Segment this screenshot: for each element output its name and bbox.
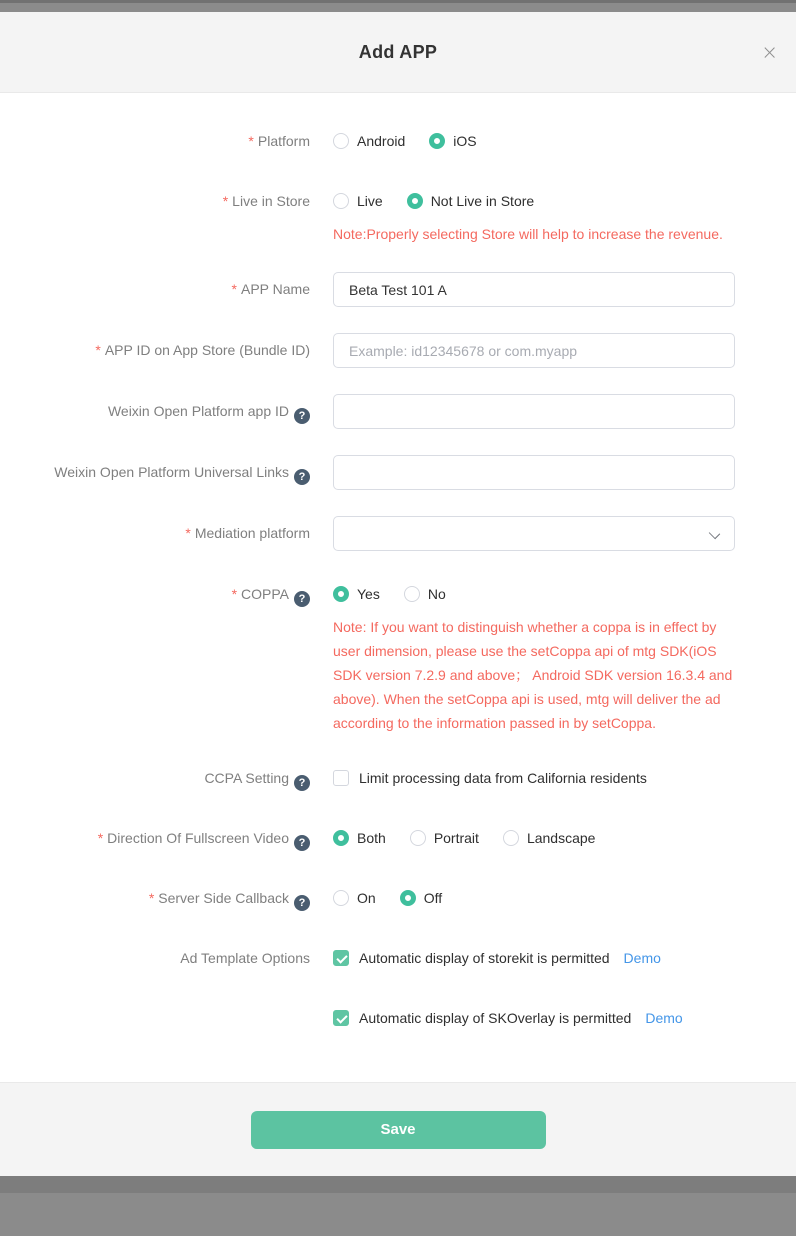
- ccpa-checkbox-item[interactable]: Limit processing data from California residents: [333, 770, 647, 786]
- platform-option-android[interactable]: Android: [333, 133, 405, 149]
- live-in-store-label: * Live in Store: [222, 193, 310, 209]
- help-icon[interactable]: ?: [294, 835, 310, 851]
- add-app-form: [0, 93, 796, 1082]
- skoverlay-checkbox-item[interactable]: Automatic display of SKOverlay is permitted: [333, 1010, 631, 1026]
- direction-label: * Direction Of Fullscreen Video ?: [0, 821, 310, 855]
- weixin-universal-links-label: Weixin Open Platform Universal Links ?: [0, 455, 310, 489]
- storekit-demo-link[interactable]: Demo: [623, 950, 661, 966]
- radio-checked-icon[interactable]: [333, 830, 349, 846]
- weixin-universal-links-row: [0, 455, 796, 490]
- live-in-store-note: Note:Properly selecting Store will help to increase the revenue.: [333, 226, 723, 242]
- required-mark: *: [222, 193, 229, 209]
- required-mark: *: [231, 281, 237, 297]
- weixin-app-id-row: [0, 394, 796, 429]
- skoverlay-demo-link[interactable]: Demo: [645, 1010, 683, 1026]
- required-mark: *: [185, 525, 191, 541]
- checkbox-icon[interactable]: [333, 770, 349, 786]
- app-id-label: * APP ID on App Store (Bundle ID): [95, 342, 310, 358]
- help-icon[interactable]: ?: [294, 591, 310, 607]
- checkbox-checked-icon[interactable]: [333, 950, 349, 966]
- chevron-down-icon: [709, 528, 720, 539]
- radio-icon[interactable]: [404, 586, 420, 602]
- page-background-bottom: [0, 1176, 796, 1193]
- radio-icon[interactable]: [503, 830, 519, 846]
- app-name-input[interactable]: [333, 272, 735, 307]
- modal-header: [0, 12, 796, 93]
- weixin-app-id-input[interactable]: [333, 394, 735, 429]
- weixin-universal-links-input[interactable]: [333, 455, 735, 490]
- coppa-option-yes[interactable]: Yes: [333, 586, 380, 602]
- direction-row: [0, 821, 796, 855]
- checkbox-checked-icon[interactable]: [333, 1010, 349, 1026]
- coppa-option-no[interactable]: No: [404, 586, 446, 602]
- help-icon[interactable]: ?: [294, 469, 310, 485]
- radio-checked-icon[interactable]: [407, 193, 423, 209]
- direction-option-both[interactable]: Both: [333, 830, 386, 846]
- ccpa-setting-label: CCPA Setting ?: [0, 761, 310, 795]
- ad-template-options-label: Ad Template Options: [180, 950, 310, 966]
- live-in-store-row: [0, 184, 796, 246]
- close-icon[interactable]: ×: [761, 40, 778, 64]
- radio-checked-icon[interactable]: [429, 133, 445, 149]
- help-icon[interactable]: ?: [294, 895, 310, 911]
- required-mark: *: [231, 586, 238, 602]
- radio-checked-icon[interactable]: [400, 890, 416, 906]
- save-button[interactable]: Save: [251, 1111, 546, 1149]
- app-name-label: * APP Name: [231, 281, 310, 297]
- coppa-row: [0, 577, 796, 735]
- radio-icon[interactable]: [333, 193, 349, 209]
- platform-row: [0, 124, 796, 158]
- page-title: Add APP: [358, 41, 438, 62]
- required-mark: *: [148, 890, 155, 906]
- add-app-modal: [0, 12, 796, 1176]
- ad-template-options-row: [0, 941, 796, 975]
- required-mark: *: [97, 830, 104, 846]
- required-mark: *: [248, 133, 254, 149]
- server-side-callback-row: [0, 881, 796, 915]
- direction-option-portrait[interactable]: Portrait: [410, 830, 479, 846]
- platform-label: * Platform: [248, 133, 310, 149]
- weixin-app-id-label: Weixin Open Platform app ID ?: [0, 394, 310, 428]
- app-id-input[interactable]: [333, 333, 735, 368]
- required-mark: *: [95, 342, 101, 358]
- live-option-live[interactable]: Live: [333, 193, 383, 209]
- radio-icon[interactable]: [333, 133, 349, 149]
- modal-footer: [0, 1082, 796, 1176]
- coppa-label: * COPPA ?: [0, 577, 310, 611]
- radio-checked-icon[interactable]: [333, 586, 349, 602]
- callback-option-on[interactable]: On: [333, 890, 376, 906]
- callback-option-off[interactable]: Off: [400, 890, 442, 906]
- server-side-callback-label: * Server Side Callback ?: [0, 881, 310, 915]
- coppa-note: Note: If you want to distinguish whether a coppa is in effect by user dimension, please use the setCoppa api of mtg SDK(iOS SDK version 7.2.9 and above； Android SDK version 16.3.4 and above). When the setCoppa api is used, mtg will deliver the ad according to the information passed in by setCoppa.: [333, 619, 733, 731]
- live-option-not-live[interactable]: Not Live in Store: [407, 193, 535, 209]
- direction-option-landscape[interactable]: Landscape: [503, 830, 596, 846]
- page-background-top: [0, 0, 796, 12]
- help-icon[interactable]: ?: [294, 408, 310, 424]
- mediation-platform-label: * Mediation platform: [185, 525, 310, 541]
- storekit-checkbox-item[interactable]: Automatic display of storekit is permitted: [333, 950, 610, 966]
- radio-icon[interactable]: [410, 830, 426, 846]
- app-name-row: [0, 272, 796, 307]
- help-icon[interactable]: ?: [294, 775, 310, 791]
- radio-icon[interactable]: [333, 890, 349, 906]
- ad-template-options-row-2: [0, 1001, 796, 1035]
- app-id-row: [0, 333, 796, 368]
- platform-option-ios[interactable]: iOS: [429, 133, 476, 149]
- mediation-platform-row: [0, 516, 796, 551]
- mediation-platform-select[interactable]: [333, 516, 735, 551]
- ccpa-setting-row: [0, 761, 796, 795]
